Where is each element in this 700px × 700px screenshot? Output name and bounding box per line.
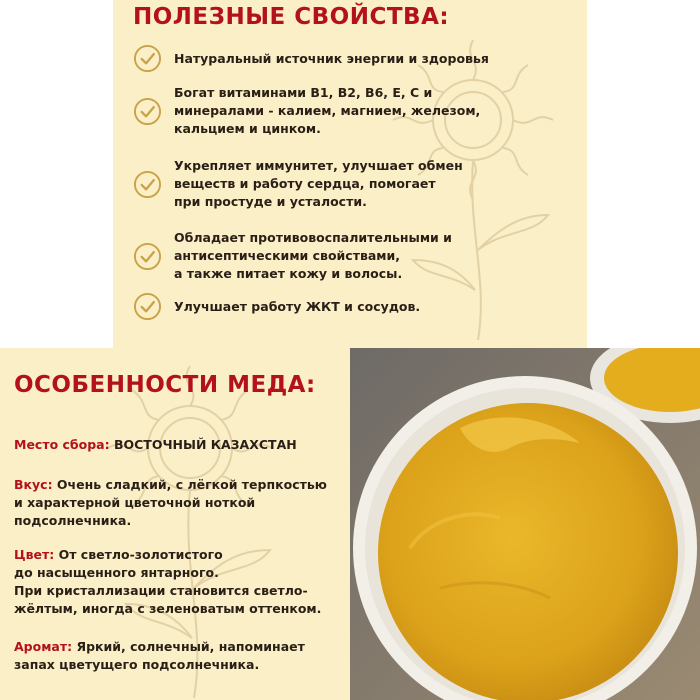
feature-value: Очень сладкий, с лёгкой терпкостью и характерной цветочной ноткой подсолнечника. bbox=[14, 477, 327, 528]
feature-aroma bbox=[14, 620, 350, 674]
feature-label: Вкус: bbox=[14, 477, 53, 492]
property-text: Укрепляет иммунитет, улучшает обмен веществ и работу сердца, помогает при простуде и усталости. bbox=[174, 158, 463, 209]
property-item bbox=[133, 44, 573, 73]
check-circle-icon bbox=[133, 44, 162, 73]
features-card bbox=[0, 348, 350, 700]
honey-jar-photo bbox=[350, 348, 700, 700]
property-item bbox=[133, 229, 573, 283]
feature-value: ВОСТОЧНЫЙ КАЗАХСТАН bbox=[109, 437, 297, 452]
check-circle-icon bbox=[133, 170, 162, 199]
feature-label: Аромат: bbox=[14, 639, 73, 654]
property-text: Натуральный источник энергии и здоровья bbox=[174, 50, 489, 66]
feature-taste bbox=[14, 458, 350, 530]
properties-card bbox=[113, 0, 587, 348]
property-text: Богат витаминами B1, B2, B6, E, C и минералами - калием, магнием, железом, кальцием и цинком. bbox=[174, 85, 481, 136]
feature-value: Яркий, солнечный, напоминает запах цветущего подсолнечника. bbox=[14, 639, 305, 672]
features-title: ОСОБЕННОСТИ МЕДА: bbox=[14, 372, 316, 398]
property-item bbox=[133, 84, 573, 138]
property-item bbox=[133, 292, 573, 321]
property-text: Улучшает работу ЖКТ и сосудов. bbox=[174, 298, 421, 314]
honey-jar-image bbox=[350, 348, 700, 700]
property-text: Обладает противовоспалительными и антисептическими свойствами, а также питает кожу и волосы. bbox=[174, 230, 452, 281]
feature-label: Место сбора: bbox=[14, 437, 110, 452]
check-circle-icon bbox=[133, 242, 162, 271]
property-item bbox=[133, 157, 573, 211]
check-circle-icon bbox=[133, 97, 162, 126]
feature-place bbox=[14, 418, 350, 454]
feature-value: От светло-золотистого до насыщенного янтарного. При кристаллизации становится светло- жёлтым, иногда с зеленоватым оттенком. bbox=[14, 547, 322, 616]
feature-color bbox=[14, 528, 350, 618]
feature-label: Цвет: bbox=[14, 547, 55, 562]
properties-title: ПОЛЕЗНЫЕ СВОЙСТВА: bbox=[133, 4, 450, 30]
check-circle-icon bbox=[133, 292, 162, 321]
